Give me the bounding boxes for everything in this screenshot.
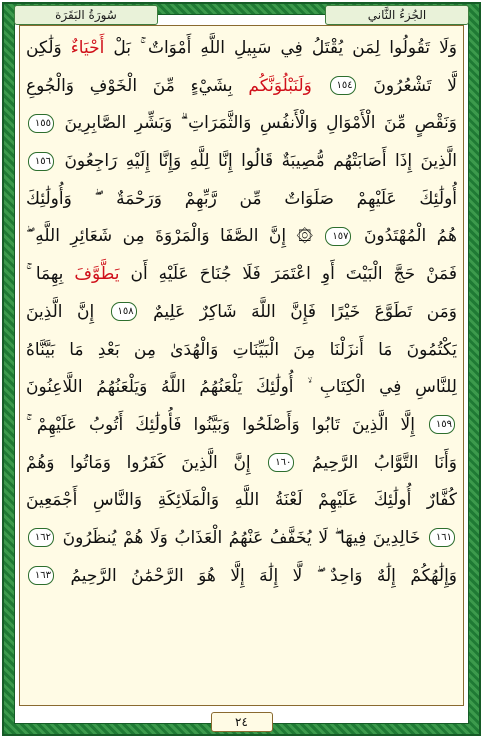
verse-text: فَمَنْ حَجَّ الْبَيْتَ أَوِ اعْتَمَرَ فَلَا جُنَاحَ عَلَيْهِ أَن <box>119 264 457 285</box>
verse-line <box>26 294 457 332</box>
verse-number-marker: ١٥٦ <box>28 152 54 171</box>
verse-line <box>26 256 457 294</box>
verse-number-marker: ١٦١ <box>429 528 455 547</box>
verse-text: بِهِمَا ۚ <box>26 264 75 285</box>
verse-line <box>26 482 457 520</box>
verse-line <box>26 407 457 445</box>
verse-lines <box>26 30 457 595</box>
highlighted-word: وَلَنَبْلُوَنَّكُم <box>232 75 328 96</box>
verse-text: وَإِلَٰهُكُمْ إِلَٰهٌ وَاحِدٌ ۖ لَّا إِلَٰهَ إِلَّا هُوَ الرَّحْمَٰنُ الرَّحِيمُ <box>56 565 457 586</box>
verse-number-marker: ١٦٢ <box>28 528 54 547</box>
verse-text: أُولَٰئِكَ عَلَيْهِمْ صَلَوَاتٌ مِّن رَّبِّهِمْ وَرَحْمَةٌ ۖ وَأُولَٰئِكَ <box>26 188 457 209</box>
page-header <box>14 4 469 26</box>
verse-line <box>26 181 457 219</box>
verse-number-marker: ١٥٧ <box>325 227 351 246</box>
verse-line <box>26 68 457 106</box>
verse-line <box>26 520 457 558</box>
verse-line <box>26 218 457 256</box>
verse-text-panel <box>19 25 464 706</box>
verse-text: بِشَيْءٍ مِّنَ الْخَوْفِ وَالْجُوعِ <box>26 75 233 96</box>
verse-text: لَّا تَشْعُرُونَ <box>357 75 457 96</box>
verse-line <box>26 105 457 143</box>
highlighted-word: يَطَّوَّفَ <box>74 264 120 285</box>
verse-number-marker: ١٦٣ <box>28 566 54 585</box>
verse-text: هُمُ الْمُهْتَدُونَ <box>353 226 457 247</box>
verse-number-marker: ١٥٨ <box>111 302 137 321</box>
verse-text: وَلَٰكِن <box>26 38 71 58</box>
verse-text: إِنَّ الَّذِينَ كَفَرُوا وَمَاتُوا وَهُمْ <box>26 452 267 473</box>
verse-text: كُفَّارٌ أُولَٰئِكَ عَلَيْهِمْ لَعْنَةُ اللَّهِ وَالْمَلَائِكَةِ وَالنَّاسِ أَجْمَعِينَ <box>26 490 457 511</box>
verse-line <box>26 30 457 68</box>
page-number: ٢٤ <box>211 712 273 732</box>
verse-text: وَلَا تَقُولُوا لِمَن يُقْتَلُ فِي سَبِيلِ اللَّهِ أَمْوَاتٌ ۚ بَلْ <box>104 38 457 58</box>
verse-text: الَّذِينَ إِذَا أَصَابَتْهُم مُّصِيبَةٌ قَالُوا إِنَّا لِلَّهِ وَإِنَّا إِلَيْهِ رَاجِعُونَ <box>56 151 457 172</box>
verse-number-marker: ١٦٠ <box>268 453 294 472</box>
verse-number-marker: ١٥٤ <box>330 76 356 95</box>
verse-text: وَأَنَا التَّوَّابُ الرَّحِيمُ <box>296 452 457 473</box>
verse-line <box>26 369 457 407</box>
surah-name: سُورَةُ البَقَرَة <box>14 5 158 25</box>
verse-number-marker: ١٥٩ <box>429 415 455 434</box>
highlighted-word: أَحْيَاءٌ <box>70 38 105 58</box>
verse-text: إِلَّا الَّذِينَ تَابُوا وَأَصْلَحُوا وَبَيَّنُوا فَأُولَٰئِكَ أَتُوبُ عَلَيْهِمْ ۚ <box>26 414 427 435</box>
verse-text: خَالِدِينَ فِيهَا ۖ لَا يُخَفَّفُ عَنْهُمُ الْعَذَابُ وَلَا هُمْ يُنظَرُونَ <box>56 527 427 548</box>
verse-text: وَمَن تَطَوَّعَ خَيْرًا فَإِنَّ اللَّهَ شَاكِرٌ عَلِيمٌ <box>138 301 457 322</box>
verse-line <box>26 332 457 370</box>
verse-number-marker: ١٥٥ <box>28 114 54 133</box>
verse-text: لِلنَّاسِ فِي الْكِتَابِ ۙ أُولَٰئِكَ يَلْعَنُهُمُ اللَّهُ وَيَلْعَنُهُمُ اللَّاعِنُونَ <box>26 377 457 398</box>
verse-text: ۞ إِنَّ الصَّفَا وَالْمَرْوَةَ مِن شَعَائِرِ اللَّهِ ۖ <box>26 226 324 247</box>
verse-text: وَنَقْصٍ مِّنَ الْأَمْوَالِ وَالْأَنفُسِ وَالثَّمَرَاتِ ۗ وَبَشِّرِ الصَّابِرِينَ <box>56 113 457 134</box>
verse-line <box>26 143 457 181</box>
verse-line <box>26 558 457 596</box>
verse-text: إِنَّ الَّذِينَ <box>26 301 109 322</box>
juz-name: الجُزءُ الثَّاني <box>325 5 469 25</box>
verse-text: يَكْتُمُونَ مَا أَنزَلْنَا مِنَ الْبَيِّنَاتِ وَالْهُدَىٰ مِن بَعْدِ مَا بَيَّنَّاهُ <box>26 339 457 360</box>
verse-line <box>26 445 457 483</box>
